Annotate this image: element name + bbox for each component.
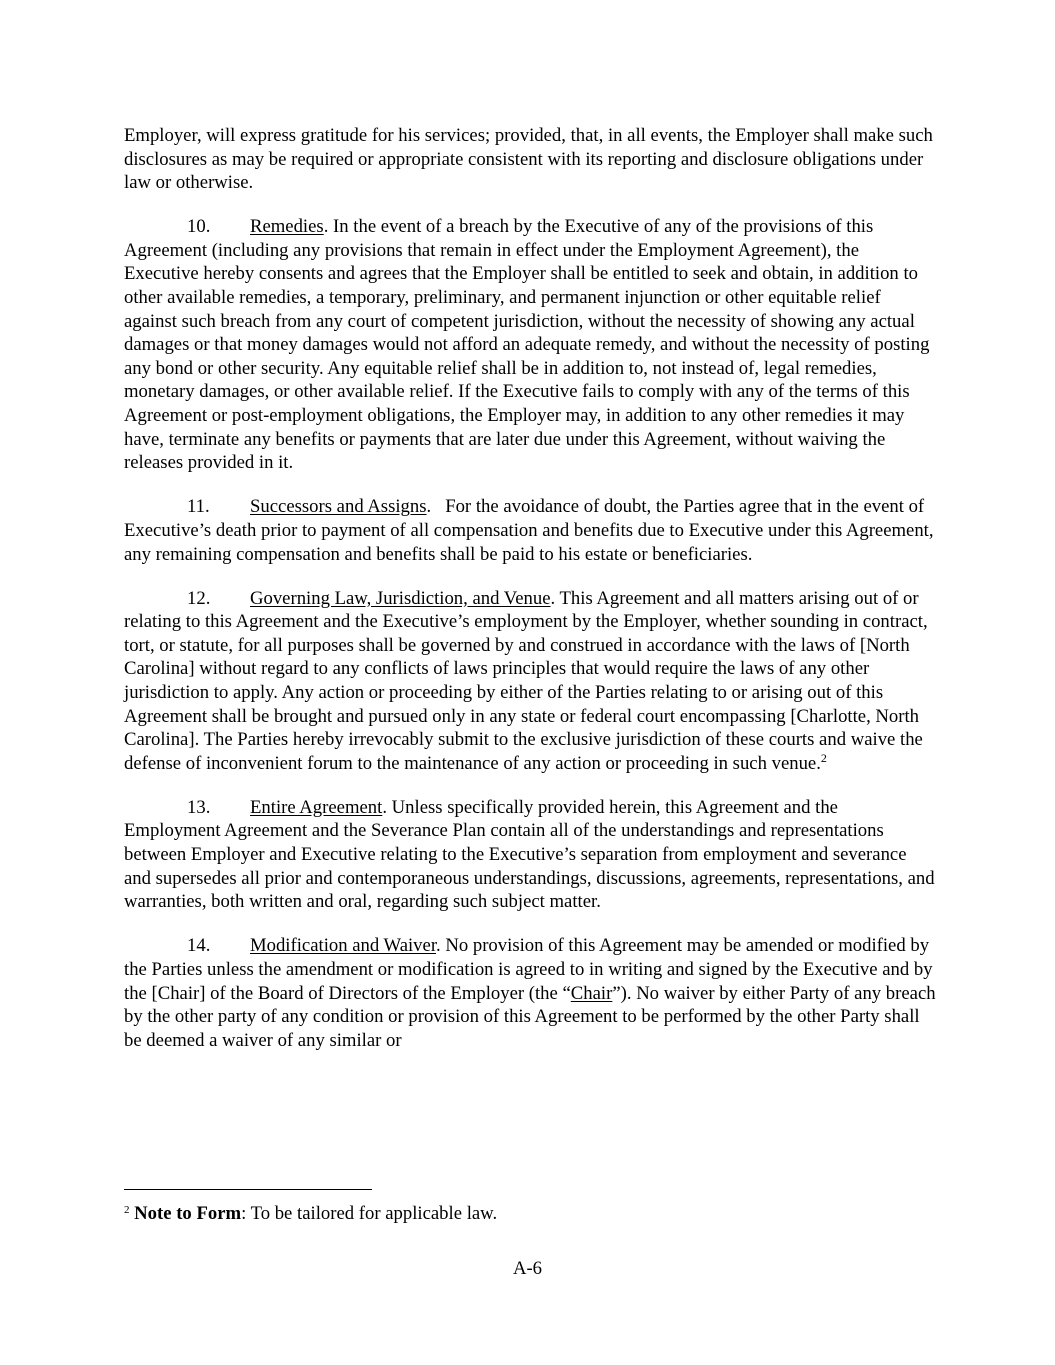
- section-heading: Entire Agreement: [250, 796, 383, 818]
- section-11-successors: [124, 495, 939, 566]
- section-text: . No provision of this Agreement may be amended or modified by the Parties unless the amendment or modification is agreed to in writing and signed by the Executive and by the [Chair] of the Board of Directors of the Employer (the “: [124, 935, 933, 1004]
- section-10-remedies: [124, 215, 936, 475]
- section-number: 10.: [187, 216, 211, 238]
- footnote-marker: 2: [124, 1204, 130, 1216]
- section-text: . Unless specifically provided herein, this Agreement and the Employment Agreement and the Severance Plan contain all of the understandings and representations between Employer and Executive relating to the Executive’s separation from employment and severance and supersedes all prior and contemporaneous understandings, discussions, agreements, representations, and warranties, both written and oral, regarding such subject matter.: [124, 796, 935, 913]
- section-heading: Governing Law, Jurisdiction, and Venue: [250, 587, 551, 609]
- section-14-modification: [124, 934, 936, 1052]
- section-text: . In the event of a breach by the Executive of any of the provisions of this Agreement (including any provisions that remain in effect under the Employment Agreement), the Executive hereby consents and agrees that the Employer shall be entitled to seek and obtain, in addition to other available remedies, a temporary, preliminary, and permanent injunction or other equitable relief against such breach from any court of competent jurisdiction, without the necessity of showing any actual damages or that money damages would not afford an adequate remedy, and without the necessity of posting any bond or other security. Any equitable relief shall be in addition to, not instead of, legal remedies, monetary damages, or other available relief. If the Executive fails to comply with any of the terms of this Agreement or post-employment obligations, the Employer may, in addition to any other remedies it may have, terminate any benefits or payments that are later due under this Agreement, without waiving the releases provided in it.: [124, 216, 930, 474]
- defined-term: Chair: [570, 982, 613, 1004]
- section-12-governing-law: [124, 587, 936, 776]
- section-text: . For the avoidance of doubt, the Parties agree that in the event of Executive’s death prior to payment of all compensation and benefits due to Executive under this Agreement, any remaining compensation and benefits shall be paid to his estate or beneficiaries.: [124, 496, 939, 565]
- section-number: 13.: [187, 796, 211, 818]
- section-heading: Successors and Assigns: [250, 496, 427, 518]
- section-heading: Modification and Waiver: [250, 935, 437, 957]
- continuation-paragraph: Employer, will express gratitude for his services; provided, that, in all events, the Employer shall make such disclosures as may be required or appropriate consistent with its reporting and disclosure obligations under law or otherwise.: [124, 125, 933, 194]
- footnote-reference: 2: [820, 750, 827, 765]
- body-text: [124, 124, 939, 1073]
- section-13-entire-agreement: [124, 796, 936, 914]
- section-number: 14.: [187, 935, 211, 957]
- footnote-separator: [124, 1189, 372, 1190]
- section-number: 11.: [187, 496, 210, 518]
- section-text: . This Agreement and all matters arising out of or relating to this Agreement and the Executive’s employment by the Employer, whether sounding in contract, tort, or statute, for all purposes shall be governed by and construed in accordance with the laws of [North Carolina] without regard to any conflicts of laws principles that would require the laws of any other jurisdiction to apply. Any action or proceeding by either of the Parties relating to or arising out of this Agreement shall be brought and pursued only in any state or federal court encompassing [Charlotte, North Carolina]. The Parties hereby irrevocably submit to the exclusive jurisdiction of these courts and waive the defense of inconvenient forum to the maintenance of any action or proceeding in such venue.: [124, 587, 928, 774]
- section-text-continued: ”). No waiver by either Party of any breach by the other party of any condition or provision of this Agreement to be performed by the other Party shall be deemed a waiver of any similar or: [124, 982, 936, 1051]
- footnote-text: : To be tailored for applicable law.: [241, 1203, 498, 1224]
- footnote-label: Note to Form: [134, 1203, 242, 1224]
- page-number: A-6: [512, 1258, 543, 1279]
- footnote: [124, 1202, 936, 1225]
- section-heading: Remedies: [250, 216, 324, 238]
- section-number: 12.: [187, 587, 211, 609]
